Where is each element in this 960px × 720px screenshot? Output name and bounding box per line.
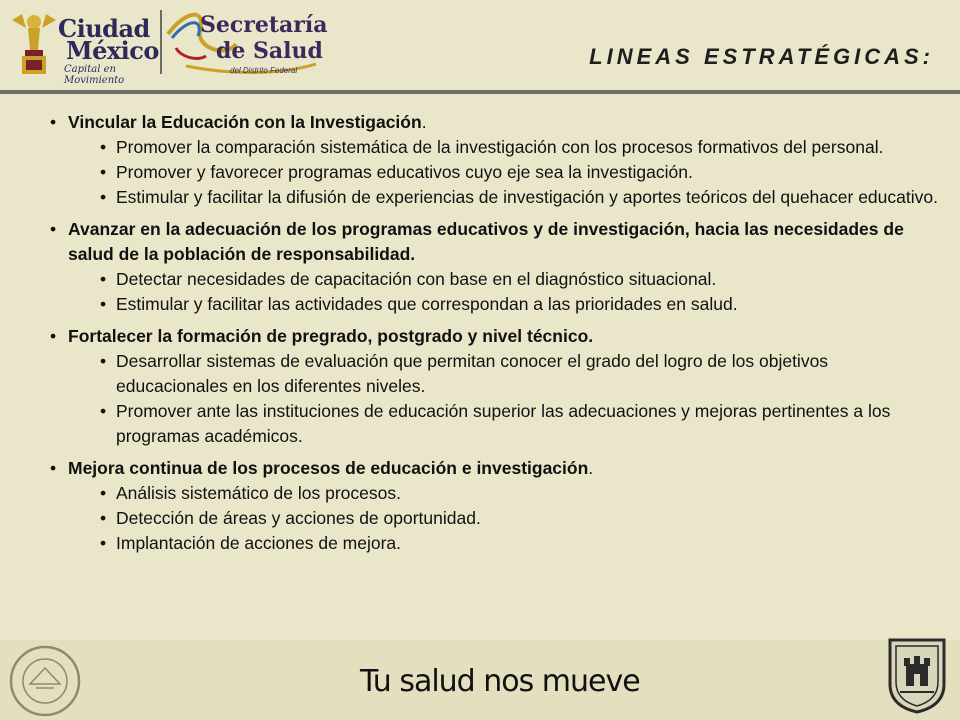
heading-punct: . xyxy=(421,112,427,132)
sub-item-text: Desarrollar sistemas de evaluación que permitan conocer el grado del logro de los objetivos educacionales en los diferentes niveles. xyxy=(116,351,829,396)
sub-item xyxy=(48,399,938,449)
logo-cdmx-line2: México xyxy=(66,36,159,65)
ciudad-de-mexico-logo xyxy=(8,6,160,86)
sub-item xyxy=(48,506,938,531)
sub-item xyxy=(48,349,938,399)
bullet-icon: • xyxy=(50,219,57,239)
sub-item-text: Detectar necesidades de capacitación con base en el diagnóstico situacional. xyxy=(116,269,717,289)
strategic-line xyxy=(48,110,938,210)
heading-text: Vincular la Educación con la Investigación xyxy=(68,112,422,132)
sub-item xyxy=(48,160,938,185)
strategic-line xyxy=(48,456,938,556)
heading-text: Fortalecer la formación de pregrado, postgrado y nivel técnico. xyxy=(68,326,594,346)
logo-ss-tagline: del Distrito Federal xyxy=(230,66,298,75)
bullet-icon: • xyxy=(100,401,107,421)
angel-monument-icon xyxy=(8,6,60,78)
sub-item-text: Implantación de acciones de mejora. xyxy=(116,533,402,553)
bullet-icon: • xyxy=(50,112,57,132)
logo-ss-line2: de Salud xyxy=(216,38,323,64)
strategic-line-heading xyxy=(48,324,938,349)
sub-item-text: Detección de áreas y acciones de oportunidad. xyxy=(116,508,481,528)
bullet-icon: • xyxy=(100,508,107,528)
sub-item xyxy=(48,267,938,292)
sub-item-text: Promover y favorecer programas educativos cuyo eje sea la investigación. xyxy=(116,162,693,182)
heading-text: Avanzar en la adecuación de los programas educativos y de investigación, hacia las necesidades de salud de la población de responsabilidad. xyxy=(68,219,904,264)
sub-item xyxy=(48,185,938,210)
bullet-icon: • xyxy=(100,269,107,289)
bullet-icon: • xyxy=(100,351,107,371)
bullet-icon: • xyxy=(100,483,107,503)
sub-item xyxy=(48,531,938,556)
sub-item-text: Promover ante las instituciones de educación superior las adecuaciones y mejoras pertinentes a los programas académicos. xyxy=(116,401,891,446)
sub-item xyxy=(48,135,938,160)
header-rule xyxy=(0,90,960,94)
logo-ss-line1: Secretaría xyxy=(200,12,328,38)
bullet-icon: • xyxy=(50,326,57,346)
sub-item-text: Estimular y facilitar las actividades que correspondan a las prioridades en salud. xyxy=(116,294,738,314)
bullet-icon: • xyxy=(100,533,107,553)
sub-item xyxy=(48,292,938,317)
heading-punct: . xyxy=(588,458,594,478)
sub-item-text: Análisis sistemático de los procesos. xyxy=(116,483,401,503)
strategic-line xyxy=(48,324,938,449)
logo-divider xyxy=(160,10,162,74)
bullet-icon: • xyxy=(100,162,107,182)
strategic-line xyxy=(48,217,938,317)
page-title: LINEAS ESTRATÉGICAS: xyxy=(589,44,934,69)
heading-text: Mejora continua de los procesos de educación e investigación xyxy=(68,458,589,478)
logo-cdmx-tagline: Capital en Movimiento xyxy=(64,64,125,86)
strategic-line-heading xyxy=(48,110,938,135)
sub-item xyxy=(48,481,938,506)
city-coat-of-arms-icon xyxy=(884,634,950,714)
header xyxy=(0,0,960,96)
sub-item-text: Estimular y facilitar la difusión de experiencias de investigación y aportes teóricos del quehacer educativo. xyxy=(116,187,938,207)
bullet-icon: • xyxy=(100,137,107,157)
ciudad-con-equidad-seal-icon xyxy=(8,644,82,718)
strategic-line-heading xyxy=(48,217,938,267)
bullet-icon: • xyxy=(100,294,107,314)
strategic-line-heading xyxy=(48,456,938,481)
bullet-icon: • xyxy=(50,458,57,478)
sub-item-text: Promover la comparación sistemática de la investigación con los procesos formativos del personal. xyxy=(116,137,884,157)
footer-tagline: Tu salud nos mueve xyxy=(360,664,640,699)
secretaria-de-salud-logo xyxy=(166,4,326,84)
bullet-icon: • xyxy=(100,187,107,207)
logo-cdmx-line1: Ciudad xyxy=(58,14,150,43)
strategic-lines-list xyxy=(48,110,938,563)
